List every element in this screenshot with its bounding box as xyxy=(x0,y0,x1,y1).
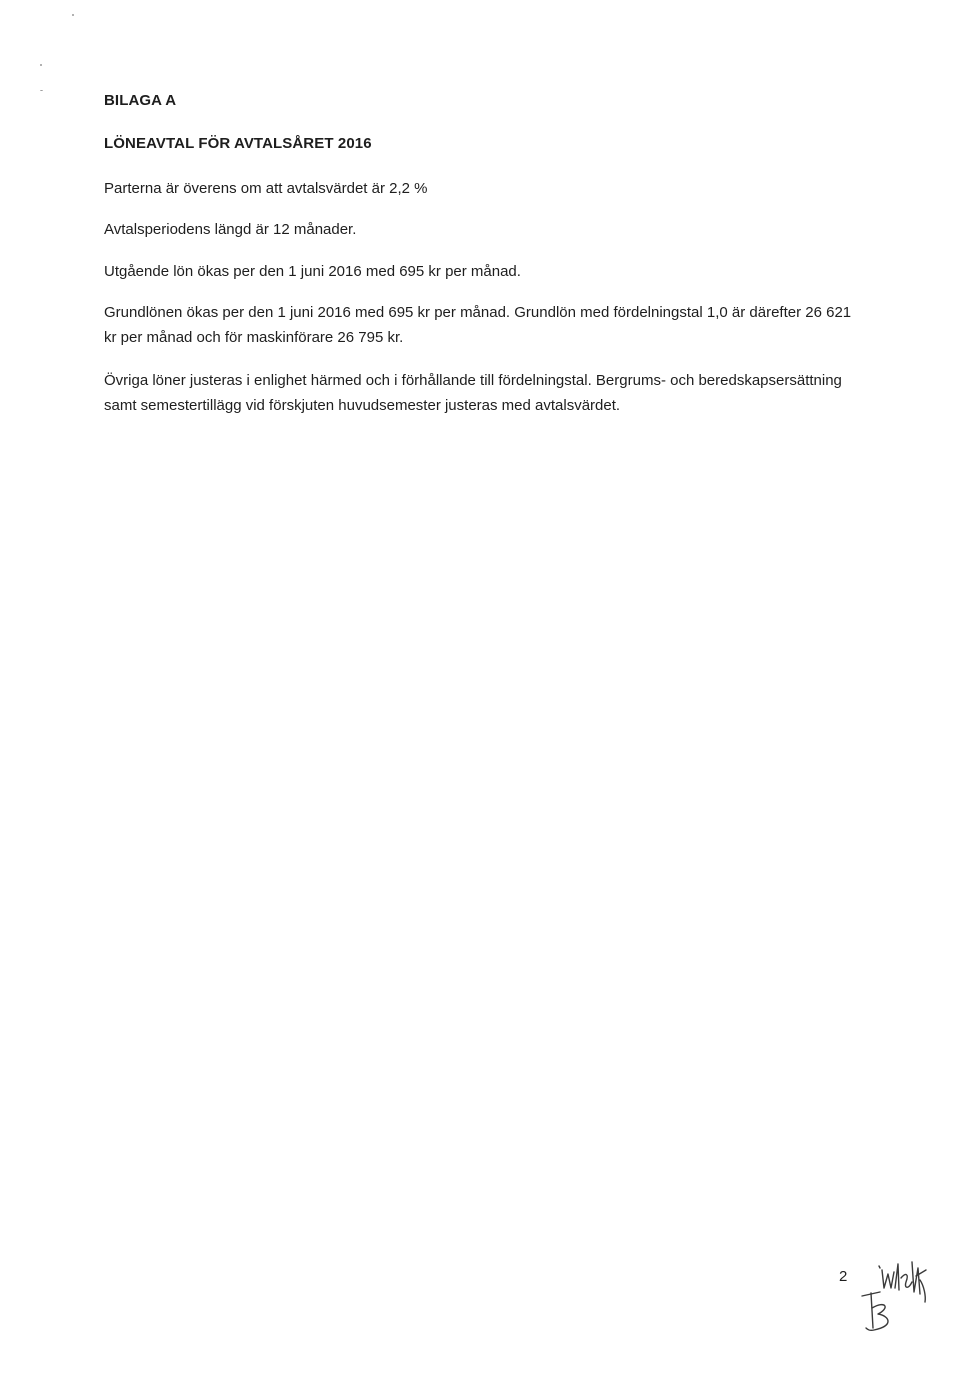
scan-speck xyxy=(40,90,43,91)
page-number: 2 xyxy=(839,1268,848,1285)
scan-speck xyxy=(40,64,42,66)
handwritten-initials-signature xyxy=(860,1252,932,1342)
paragraph-avtalsvarde: Parterna är överens om att avtalsvärdet är 2,2 % xyxy=(104,180,428,197)
paragraph-avtalsperiod: Avtalsperiodens längd är 12 månader. xyxy=(104,221,357,238)
paragraph-utgaende-lon: Utgående lön ökas per den 1 juni 2016 med 695 kr per månad. xyxy=(104,263,521,280)
document-subtitle: LÖNEAVTAL FÖR AVTALSÅRET 2016 xyxy=(104,135,372,152)
paragraph-grundlon: Grundlönen ökas per den 1 juni 2016 med 695 kr per månad. Grundlön med fördelningstal 1,0 är därefter 26 621 kr per månad och för maskinförare 26 795 kr. xyxy=(104,304,852,346)
paragraph-ovriga-loner: Övriga löner justeras i enlighet härmed och i förhållande till fördelningstal. Bergrums- och beredskapsersättning samt semestertillägg vid förskjuten huvudsemester justeras med avtalsvärdet. xyxy=(104,372,842,414)
scan-speck xyxy=(72,14,74,16)
document-title: BILAGA A xyxy=(104,92,177,109)
